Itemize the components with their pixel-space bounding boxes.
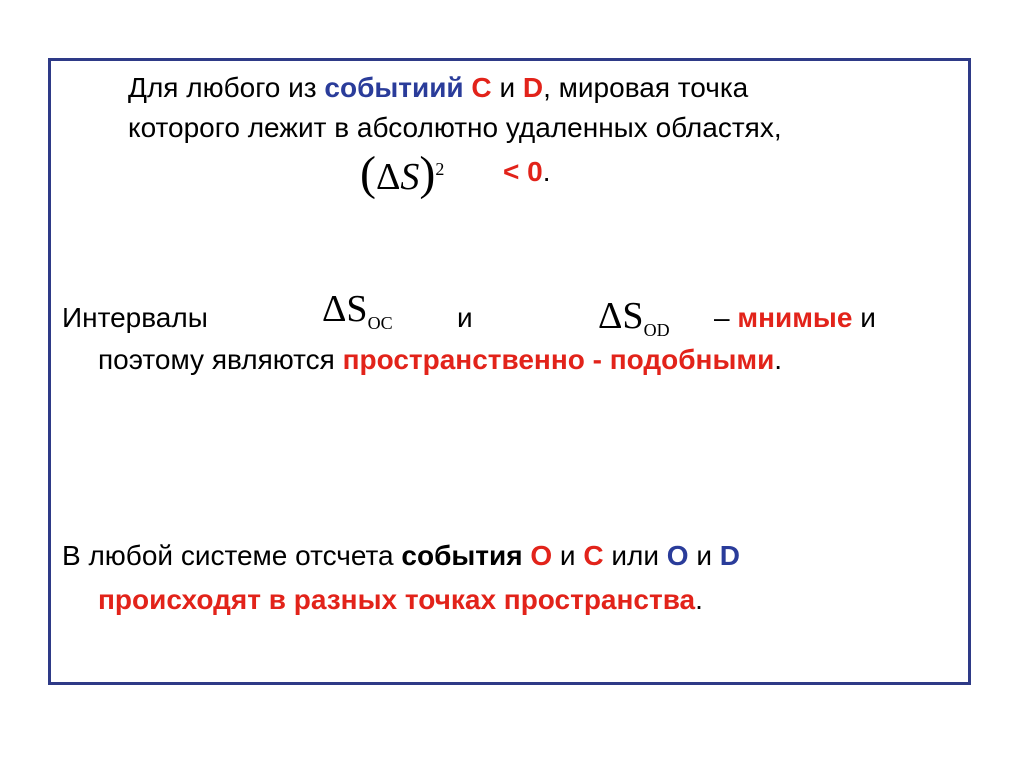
text: которого лежит в абсолютно удаленных областях,	[128, 112, 782, 143]
paragraph-3-line-2	[98, 584, 703, 616]
imaginary-text	[714, 302, 876, 334]
formula-delta: Δ	[375, 156, 401, 198]
imaginary: мнимые	[737, 302, 853, 333]
paragraph-1-line-1	[128, 72, 748, 104]
paragraph-2-line-2	[98, 344, 782, 376]
formula-exponent: 2	[435, 159, 445, 179]
paragraph-3-line-1	[62, 540, 740, 572]
dash: –	[714, 302, 730, 333]
period: .	[542, 156, 551, 187]
interval-ds: ΔS	[598, 295, 644, 337]
event-o: O	[530, 540, 553, 571]
text: и	[559, 540, 576, 571]
interval-sod	[598, 294, 670, 338]
less-than-zero: < 0	[503, 156, 543, 187]
event-c: C	[471, 72, 492, 103]
text: и	[457, 302, 473, 333]
period: .	[774, 344, 783, 375]
text-events: событиий	[324, 72, 464, 103]
text: Интервалы	[62, 302, 208, 333]
interval-ds: ΔS	[322, 288, 368, 330]
different-points: происходят в разных точках пространства	[98, 584, 696, 615]
event-d: D	[522, 72, 544, 103]
formula-ds-squared	[360, 146, 444, 201]
interval-sub-od: OD	[643, 320, 670, 340]
formula-paren-close: )	[419, 147, 436, 200]
formula-paren-open: (	[360, 147, 376, 200]
event-d: D	[719, 540, 740, 571]
intervals-label	[62, 302, 208, 334]
interval-sub-oc: OC	[367, 313, 393, 333]
text: поэтому являются	[98, 344, 335, 375]
spacelike: пространственно - подобными	[342, 344, 775, 375]
events-word: события	[401, 540, 523, 571]
text: В любой системе отсчета	[62, 540, 394, 571]
text: или	[611, 540, 659, 571]
text: и	[499, 72, 516, 103]
event-c: C	[583, 540, 604, 571]
paragraph-1-line-2	[128, 112, 782, 144]
inequality	[503, 156, 550, 188]
text: и	[860, 302, 876, 333]
and-text	[457, 302, 473, 334]
formula-s: S	[400, 156, 420, 198]
interval-soc	[322, 287, 393, 331]
text: и	[696, 540, 712, 571]
text: , мировая точка	[543, 72, 749, 103]
event-o: O	[666, 540, 689, 571]
period: .	[695, 584, 703, 615]
text: Для любого из	[128, 72, 317, 103]
